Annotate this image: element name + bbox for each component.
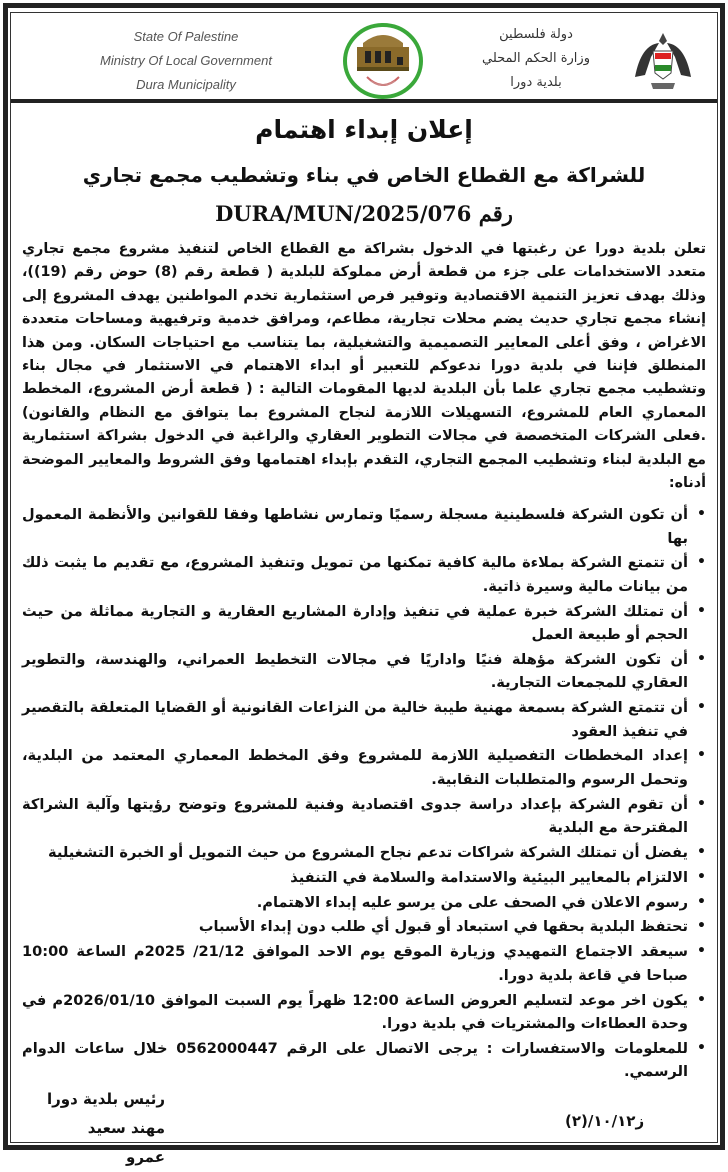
state-name-ar: دولة فلسطين — [499, 27, 573, 42]
arabic-letterhead — [441, 23, 631, 95]
palestine-eagle-emblem-icon — [631, 27, 695, 101]
notice-title: إعلان إبداء اهتمام — [255, 115, 473, 144]
ad-code: ز١٠/١٢/(٢) — [565, 1112, 645, 1130]
list-item: • يفضل أن تمتلك الشركة شراكات تدعم نجاح المشروع من حيث التمويل أو الخبرة التشغيلية — [22, 841, 688, 865]
list-item: • تحتفظ البلدية بحقها في استبعاد أو قبول أي طلب دون إبداء الأسباب — [22, 915, 688, 939]
ministry-name-en: Ministry Of Local Government — [100, 53, 272, 68]
list-item: • أن تكون الشركة فلسطينية مسجلة رسميًا وتمارس نشاطها وفقا للقوانين والأنظمة المعمول بها — [22, 503, 688, 550]
intro-paragraph: تعلن بلدية دورا عن رغبتها في الدخول بشراكة مع القطاع الخاص لتنفيذ مشروع مجمع تجاري متعدد الاستخدامات على جزء من قطعة أرض مملوكة للبلدية ( قطعة رقم (8) حوض رقم (19))، وذلك بهدف تعزيز التنمية الاقتصادية وتوفير فرص استثمارية تخدم المواطنين يهدف المشروع إلى إنشاء مجمع تجاري حديث يضم محلات تجارية، مطاعم، ومرافق خدمية وترفيهية ومساحات متعددة الاغراض ، وفق أعلى المعايير التصميمية والتشغيلية، بما يتناسب مع احتياجات السكان. ومن هذا المنطلق فإننا في بلدية دورا ندعوكم للتعبير أو ابداء الاهتمام في الاستثمار في مجال بناء وتشطيب مجمع تجاري علما بأن البلدية لديها المقومات التالية : ( قطعة أرض المشروع، المخطط المعماري العام للمشروع، التسهيلات اللازمة لنجاح المشروع بما يتوافق مع النظام والقانون) .فعلى الشركات المتخصصة في مجالات التطوير العقاري والراغبة في الدخول بشراكة استثمارية مع البلدية لبناء وتشطيب المجمع التجاري، التقدم بإبداء اهتمامها وفق الشروط والمعايير الموضحة أدناه: — [22, 241, 706, 492]
list-item: • للمعلومات والاستفسارات : يرجى الاتصال على الرقم 0562000447 خلال ساعات الدوام الرسمي. — [22, 1037, 688, 1084]
list-item: • أن تمتلك الشركة خبرة عملية في تنفيذ وإدارة المشاريع العقارية و التجارية مماثلة من حيث الحجم أو طبيعة العمل — [22, 600, 688, 647]
list-item: • الالتزام بالمعايير البيئية والاستدامة والسلامة في التنفيذ — [22, 866, 688, 890]
municipality-name-ar: بلدية دورا — [510, 75, 562, 90]
municipality-name-en: Dura Municipality — [136, 77, 236, 92]
ministry-name-ar: وزارة الحكم المحلي — [482, 51, 590, 66]
dura-municipality-emblem-icon — [341, 23, 425, 103]
letterhead — [11, 13, 717, 103]
list-item: • إعداد المخططات التفصيلية اللازمة للمشروع وفق المخطط المعماري المعتمد من البلدية، وتحمل الرسوم والمتطلبات النقابية. — [22, 744, 688, 791]
reference-number: رقم DURA/MUN/2025/076 — [215, 201, 513, 226]
list-item: • رسوم الاعلان في الصحف على من يرسو عليه إبداء الاهتمام. — [22, 891, 688, 915]
signature-name: مهند سعيد عمرو — [87, 1119, 165, 1166]
conditions-list — [22, 503, 706, 1085]
list-item: • سيعقد الاجتماع التمهيدي وزيارة الموقع يوم الاحد الموافق 21/12/ 2025م الساعة 10:00 صباحا في قاعة بلدية دورا. — [22, 940, 688, 987]
list-item: • أن تتمتع الشركة بسمعة مهنية طيبة خالية من النزاعات القانونية أو القضايا المتعلقة بالتقصير في تنفيذ العقود — [22, 696, 688, 743]
list-item: • يكون اخر موعد لتسليم العروض الساعة 12:00 ظهراً يوم السبت الموافق 2026/01/10م في وحدة العطاءات والمشتريات في بلدية دورا. — [22, 989, 688, 1036]
signature-title: رئيس بلدية دورا — [47, 1090, 165, 1108]
notice-subtitle: للشراكة مع القطاع الخاص في بناء وتشطيب مجمع تجاري — [82, 163, 646, 187]
list-item: • أن تتمتع الشركة بملاءة مالية كافية تمكنها من تمويل وتنفيذ المشروع، مع تقديم ما يثبت ذلك من بيانات مالية وسيرة ذاتية. — [22, 551, 688, 598]
signature-block — [45, 1085, 165, 1172]
list-item: • أن تكون الشركة مؤهلة فنيًا واداريًا في مجالات التخطيط العمراني، والهندسة، والتطوير العقاري للمجمعات التجارية. — [22, 648, 688, 695]
english-letterhead — [51, 25, 321, 97]
list-item: • أن تقوم الشركة بإعداد دراسة جدوى اقتصادية وفنية للمشروع وتوضح رؤيتها وآلية الشراكة المقترحة مع البلدية — [22, 793, 688, 840]
state-name-en: State Of Palestine — [133, 29, 239, 44]
